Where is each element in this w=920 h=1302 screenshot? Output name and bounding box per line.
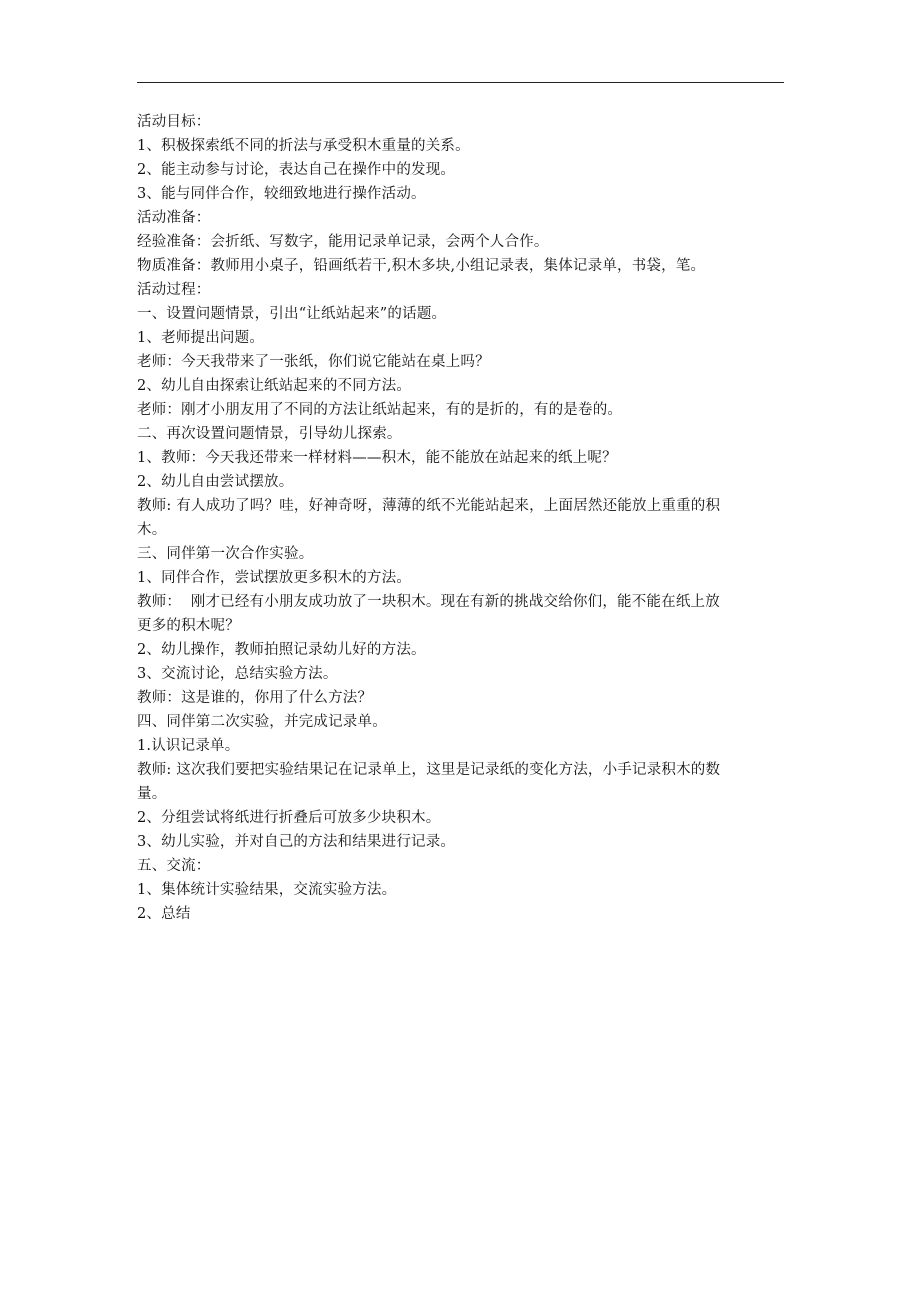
doc-line: 2、幼儿自由探索让纸站起来的不同方法。: [137, 378, 412, 394]
doc-line: 2、总结: [137, 906, 191, 922]
doc-line: 3、能与同伴合作，较细致地进行操作活动。: [137, 186, 426, 202]
doc-line: 量。: [137, 786, 167, 802]
doc-line: 教师： 刚才已经有小朋友成功放了一块积木。现在有新的挑战交给你们，能不能在纸上放: [137, 594, 720, 610]
doc-line: 一、设置问题情景，引出“让纸站起来”的话题。: [137, 306, 447, 322]
doc-line: 教师：这是谁的，你用了什么方法？: [137, 690, 373, 706]
doc-line: 三、同伴第一次合作实验。: [137, 546, 314, 562]
doc-line: 2、能主动参与讨论，表达自己在操作中的发现。: [137, 162, 456, 178]
doc-line: 更多的积木呢？: [137, 618, 240, 634]
doc-line: 1、积极探索纸不同的折法与承受积木重量的关系。: [137, 138, 470, 154]
doc-line: 活动目标：: [137, 114, 211, 130]
doc-line: 1、同伴合作，尝试摆放更多积木的方法。: [137, 570, 412, 586]
doc-line: 老师：今天我带来了一张纸，你们说它能站在桌上吗？: [137, 354, 490, 370]
doc-line: 经验准备：会折纸、写数字，能用记录单记录，会两个人合作。: [137, 234, 549, 250]
doc-line: 2、分组尝试将纸进行折叠后可放多少块积木。: [137, 810, 441, 826]
doc-line: 活动过程：: [137, 282, 211, 298]
document-body: [137, 110, 787, 926]
doc-line: 教师: 这次我们要把实验结果记在记录单上，这里是记录纸的变化方法，小手记录积木的数: [137, 762, 721, 778]
doc-line: 五、交流：: [137, 858, 211, 874]
doc-line: 1.认识记录单。: [137, 738, 240, 754]
doc-line: 3、交流讨论，总结实验方法。: [137, 666, 338, 682]
doc-line: 活动准备：: [137, 210, 211, 226]
doc-line: 1、老师提出问题。: [137, 330, 265, 346]
doc-line: 木。: [137, 522, 167, 538]
header-divider: [137, 82, 784, 83]
doc-line: 教师: 有人成功了吗？哇，好神奇呀，薄薄的纸不光能站起来，上面居然还能放上重重的积: [137, 498, 721, 514]
doc-line: 1、集体统计实验结果，交流实验方法。: [137, 882, 397, 898]
doc-line: 物质准备：教师用小桌子，铅画纸若干,积木多块,小组记录表，集体记录单，书袋，笔。: [137, 258, 706, 274]
doc-line: 2、幼儿自由尝试摆放。: [137, 474, 294, 490]
doc-line: 四、同伴第二次实验，并完成记录单。: [137, 714, 387, 730]
doc-line: 二、再次设置问题情景，引导幼儿探索。: [137, 426, 402, 442]
doc-line: 老师：刚才小朋友用了不同的方法让纸站起来，有的是折的，有的是卷的。: [137, 402, 623, 418]
doc-line: 2、幼儿操作，教师拍照记录幼儿好的方法。: [137, 642, 426, 658]
doc-line: 3、幼儿实验，并对自己的方法和结果进行记录。: [137, 834, 456, 850]
doc-line: 1、教师：今天我还带来一样材料——积木，能不能放在站起来的纸上呢？: [137, 450, 617, 466]
